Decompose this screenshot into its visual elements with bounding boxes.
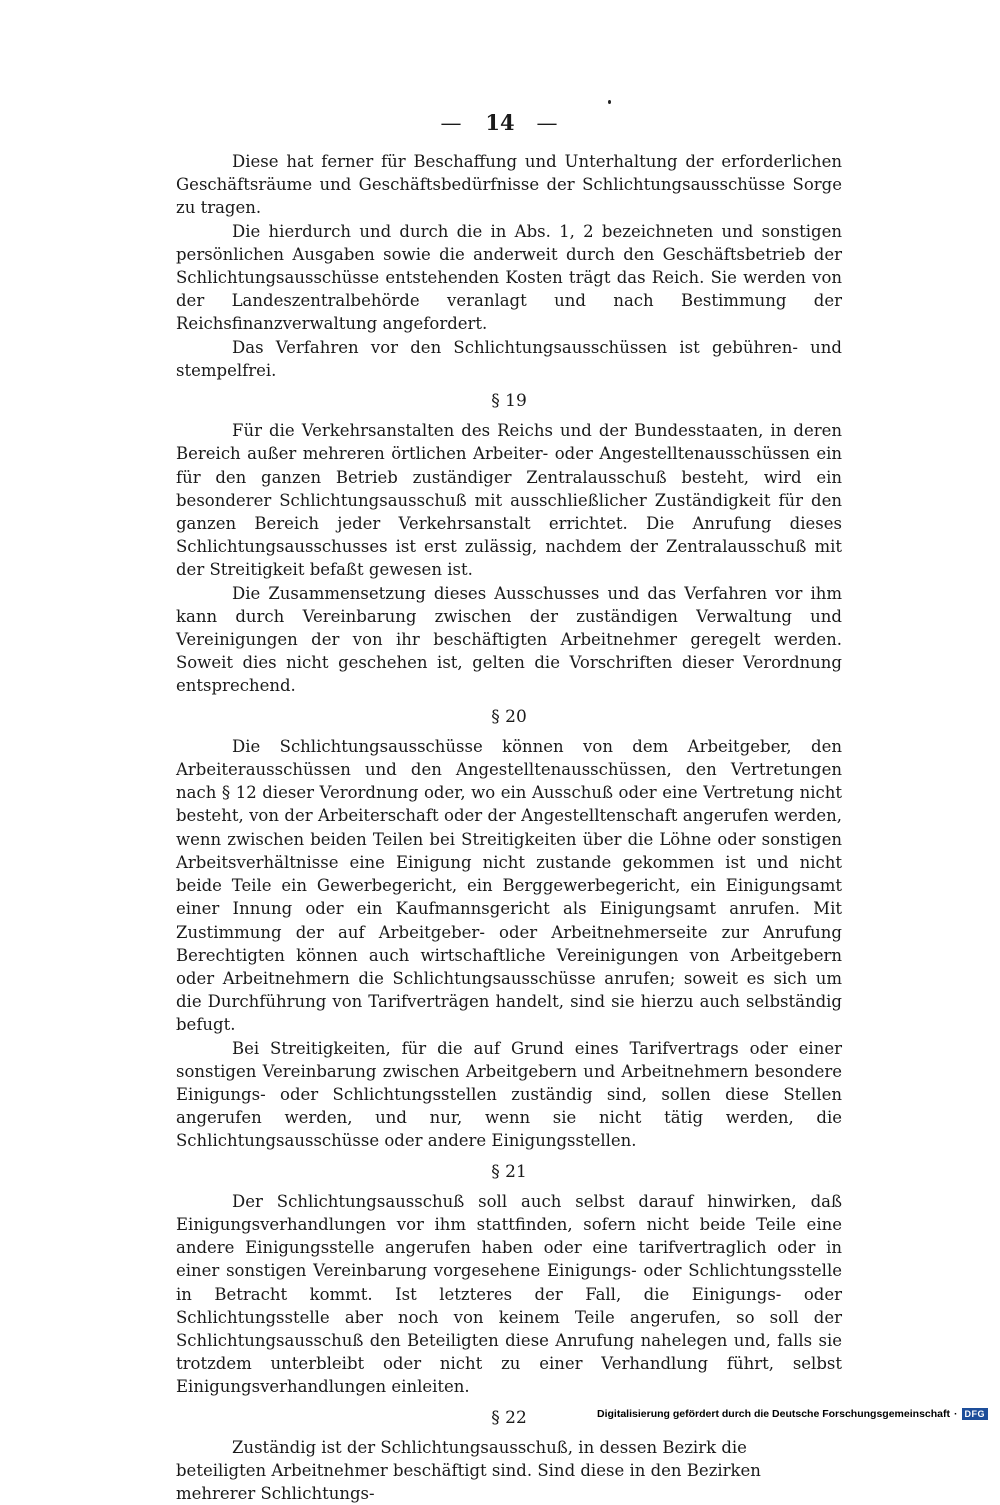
paragraph: Die hierdurch und durch die in Abs. 1, 2 bezeichneten und sonstigen persönlichen Ausgaben sowie die anderweit durch den Geschäftsbetrieb der Schlichtungsausschüsse entstehenden Kosten trägt das Reich. Sie werden von der Landeszentralbehörde veranlagt und nach Bestimmung der Reichsfinanzverwaltung angefordert. bbox=[176, 221, 842, 334]
section-heading: § 20 bbox=[491, 706, 527, 727]
paragraph: Zuständig ist der Schlichtungsausschuß, in dessen Bezirk die beteiligten Arbeitnehmer beschäftigt sind. Sind diese in den Bezirken mehrerer Schlichtungs- bbox=[176, 1437, 761, 1504]
dash-right: — bbox=[536, 111, 560, 135]
footer-credit bbox=[597, 1408, 988, 1420]
paragraph: Für die Verkehrsanstalten des Reichs und der Bundesstaaten, in deren Bereich außer mehreren örtlichen Arbeiter- oder Angestelltenausschüssen ein für den ganzen Betrieb zuständiger Zentralausschuß besteht, wird ein besonderer Schlichtungsausschuß mit ausschließlicher Zuständigkeit für den ganzen Bereich jeder Verkehrsanstalt errichtet. Die Anrufung dieses Schlichtungsausschusses ist erst zulässig, nachdem der Zentralausschuß mit der Streitigkeit befaßt gewesen ist. bbox=[176, 421, 842, 580]
page-number-line bbox=[0, 110, 1000, 135]
scan-speck bbox=[608, 100, 611, 104]
footer-dot: · bbox=[954, 1408, 958, 1420]
page-number: 14 bbox=[485, 110, 515, 135]
dfg-logo-icon: DFG bbox=[962, 1408, 989, 1420]
section-heading: § 21 bbox=[491, 1161, 527, 1182]
dash-left: — bbox=[440, 111, 464, 135]
footer-text: Digitalisierung gefördert durch die Deutsche Forschungsgemeinschaft bbox=[597, 1408, 950, 1420]
page-body bbox=[176, 150, 842, 1505]
section-heading: § 19 bbox=[491, 391, 527, 412]
paragraph: Die Zusammensetzung dieses Ausschusses und das Verfahren vor ihm kann durch Vereinbarung zwischen der zuständigen Verwaltung und Vereinigungen der von ihr beschäftigten Arbeitnehmer geregelt werden. Soweit dies nicht geschehen ist, gelten die Vorschriften dieser Verordnung entsprechend. bbox=[176, 583, 842, 696]
section-heading: § 22 bbox=[491, 1407, 527, 1428]
paragraph: Bei Streitigkeiten, für die auf Grund eines Tarifvertrags oder einer sonstigen Vereinbarung zwischen Arbeitgebern und Arbeitnehmern besondere Einigungs- oder Schlichtungsstellen zuständig sind, sollen diese Stellen angerufen werden, und nur, wenn sie nicht tätig werden, die Schlichtungsausschüsse oder andere Einigungsstellen. bbox=[176, 1038, 842, 1151]
paragraph: Die Schlichtungsausschüsse können von dem Arbeitgeber, den Arbeiterausschüssen und den Angestelltenausschüssen, den Vertretungen nach § 12 dieser Verordnung oder, wo ein Ausschuß oder eine Vertretung nicht besteht, von der Arbeiterschaft oder der Angestelltenschaft angerufen werden, wenn zwischen beiden Teilen bei Streitigkeiten über die Löhne oder sonstigen Arbeitsverhältnisse eine Einigung nicht zustande gekommen ist und nicht beide Teile ein Gewerbegericht, ein Berggewerbegericht, ein Einigungsamt einer Innung oder ein Kaufmannsgericht als Einigungsamt anrufen. Mit Zustimmung der auf Arbeitgeber- oder Arbeitnehmerseite zur Anrufung Berechtigten können auch wirtschaftliche Vereinigungen von Arbeitgebern oder Arbeitnehmern die Schlichtungsausschüsse anrufen; soweit es sich um die Durchführung von Tarifverträgen handelt, sind sie hierzu auch selbständig befugt. bbox=[176, 736, 842, 1035]
paragraph: Der Schlichtungsausschuß soll auch selbst darauf hinwirken, daß Einigungsverhandlungen vor ihm stattfinden, sofern nicht beide Teile eine andere Einigungsstelle angerufen haben oder eine tarifvertraglich oder in einer sonstigen Vereinbarung vorgesehene Einigungs- oder Schlichtungsstelle in Betracht kommt. Ist letzteres der Fall, die Einigungs- oder Schlichtungsstelle aber noch von keinem Teile angerufen, so soll der Schlichtungsausschuß den Beteiligten diese Anrufung nahelegen und, falls sie trotzdem unterbleibt oder nicht zu einer Verhandlung führt, selbst Einigungsverhandlungen einleiten. bbox=[176, 1191, 842, 1397]
paragraph: Diese hat ferner für Beschaffung und Unterhaltung der erforderlichen Geschäftsräume und Geschäftsbedürfnisse der Schlichtungsausschüsse Sorge zu tragen. bbox=[176, 152, 842, 218]
paragraph: Das Verfahren vor den Schlichtungsausschüssen ist gebühren- und stempelfrei. bbox=[176, 337, 842, 380]
